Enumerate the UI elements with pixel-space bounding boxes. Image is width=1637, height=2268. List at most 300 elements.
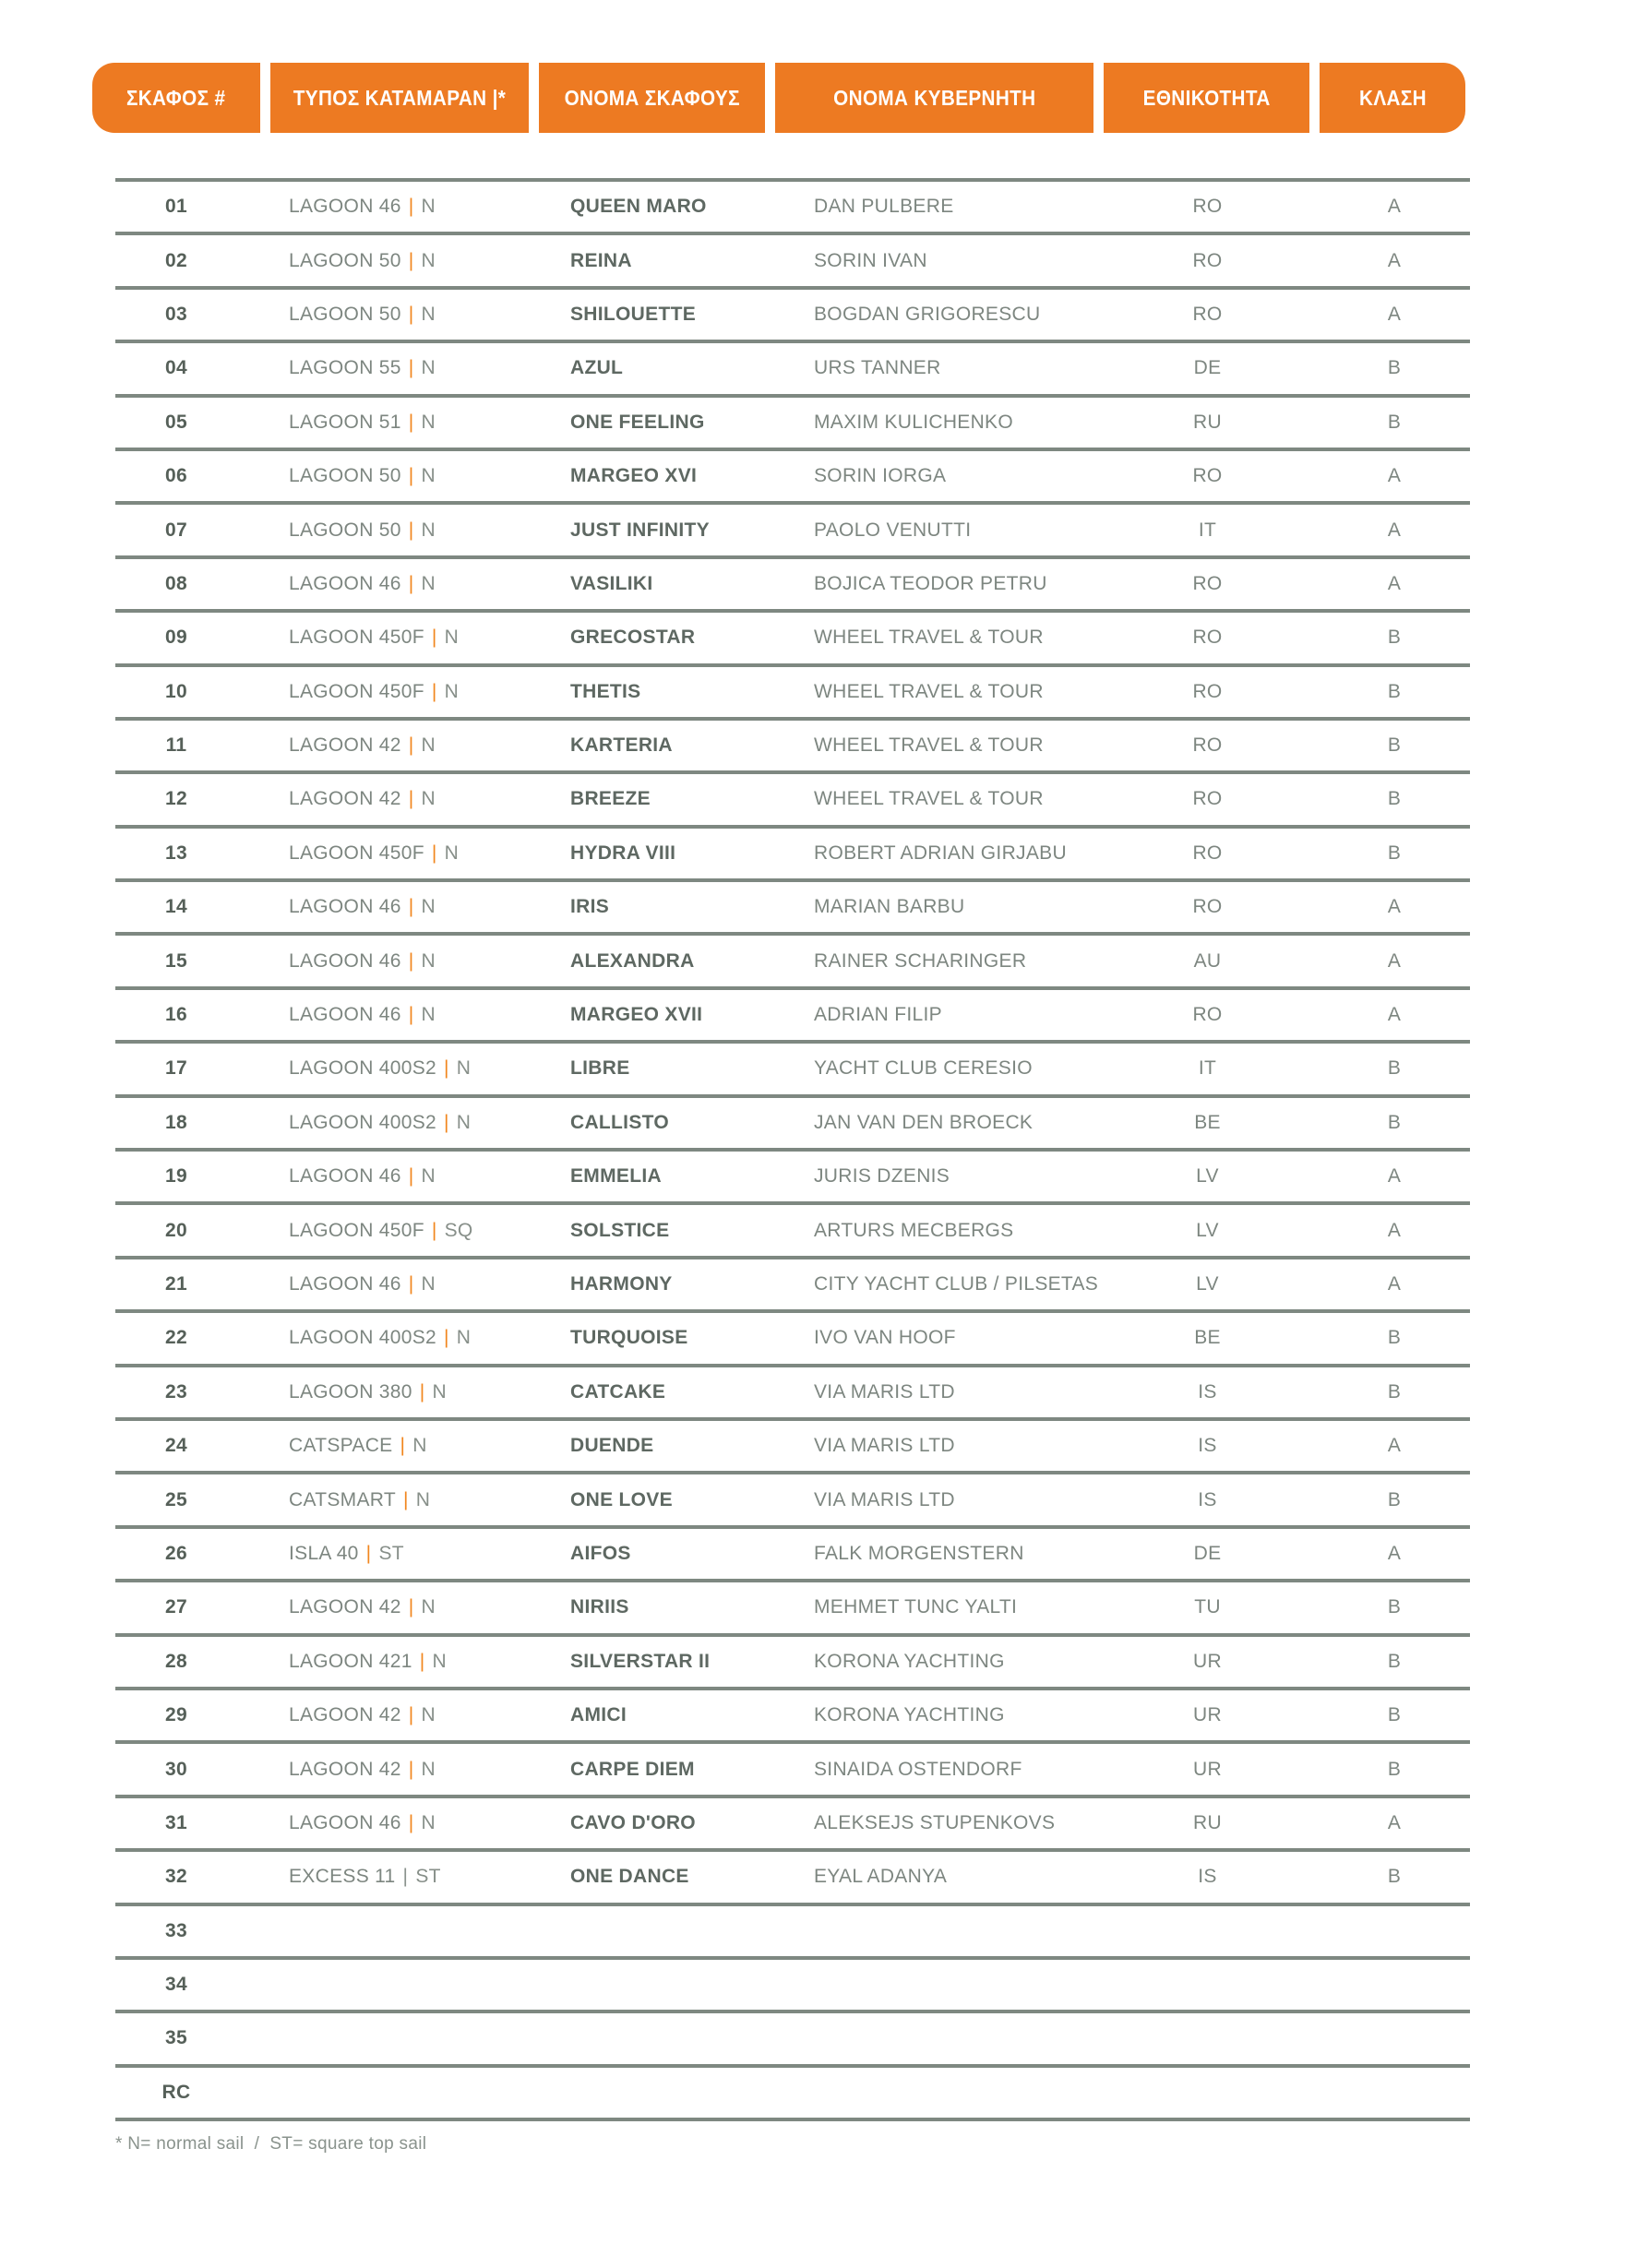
header-cell-class	[1320, 63, 1465, 133]
sail-type: N	[421, 1704, 436, 1726]
boat-number-cell: 23	[165, 1380, 187, 1403]
boat-name-cell: HYDRA VIII	[570, 842, 676, 864]
type-separator: |	[408, 572, 414, 594]
nationality-cell: IS	[1198, 1435, 1217, 1457]
class-cell: A	[1387, 1004, 1402, 1026]
catamaran-type-cell	[289, 681, 570, 703]
captain-name-cell: SORIN IVAN	[814, 249, 927, 271]
class-cell: B	[1387, 1704, 1402, 1726]
sail-type: N	[421, 1273, 436, 1295]
catamaran-type-cell	[289, 950, 570, 973]
type-name: LAGOON 42	[289, 1704, 401, 1726]
nationality-cell: IT	[1198, 1057, 1217, 1080]
boat-name-cell: NIRIIS	[570, 1596, 629, 1618]
class-cell: A	[1387, 896, 1402, 918]
sail-type: N	[421, 196, 436, 218]
captain-name-cell: FALK MORGENSTERN	[814, 1542, 1024, 1564]
boat-name-cell: THETIS	[570, 680, 641, 702]
header-cell-catamaran-type	[270, 63, 529, 133]
nationality-cell: UR	[1193, 1704, 1222, 1726]
nationality-cell: RO	[1192, 196, 1223, 218]
sail-type: N	[421, 572, 436, 594]
type-name: LAGOON 450F	[289, 680, 424, 702]
sail-type: N	[421, 519, 436, 541]
type-separator: |	[444, 1111, 449, 1133]
boat-number-cell: 20	[165, 1219, 187, 1241]
catamaran-type-cell	[289, 1112, 570, 1134]
table-row	[115, 2010, 1470, 2063]
type-separator: |	[419, 1650, 425, 1672]
catamaran-type-cell	[289, 250, 570, 272]
captain-name-cell: SINAIDA OSTENDORF	[814, 1758, 1022, 1780]
boat-name-cell: REINA	[570, 249, 632, 271]
captain-name-cell: BOJICA TEODOR PETRU	[814, 572, 1047, 594]
captain-name-cell: URS TANNER	[814, 357, 941, 379]
catamaran-type-cell	[289, 1004, 570, 1026]
sail-type: N	[421, 1811, 436, 1833]
boat-number-cell: 33	[165, 1919, 187, 1941]
captain-name-cell: ARTURS MECBERGS	[814, 1219, 1014, 1241]
sail-type: ST	[415, 1866, 441, 1888]
boat-number-cell: 31	[165, 1811, 187, 1833]
boat-number-cell: 19	[165, 1165, 187, 1188]
table-row	[115, 394, 1470, 448]
table-row	[115, 932, 1470, 985]
class-cell: A	[1387, 1542, 1402, 1564]
class-cell: B	[1387, 627, 1402, 649]
captain-name-cell: EYAL ADANYA	[814, 1866, 948, 1888]
table-row	[115, 1579, 1470, 1632]
type-name: LAGOON 400S2	[289, 1327, 437, 1349]
sail-type: N	[415, 1488, 431, 1510]
nationality-cell: IT	[1198, 519, 1217, 541]
class-cell: A	[1387, 465, 1402, 487]
type-separator: |	[408, 1273, 414, 1295]
boat-number-cell: 01	[165, 196, 187, 218]
boat-name-cell: CARPE DIEM	[570, 1758, 695, 1780]
table-row	[115, 1201, 1470, 1255]
type-separator: |	[408, 1758, 414, 1780]
type-name: LAGOON 42	[289, 1596, 401, 1618]
captain-name-cell: WHEEL TRAVEL & TOUR	[814, 680, 1044, 702]
type-separator: |	[444, 1327, 449, 1349]
type-name: LAGOON 50	[289, 249, 401, 271]
type-name: LAGOON 46	[289, 1273, 401, 1295]
sail-type: N	[421, 1758, 436, 1780]
sail-type: N	[456, 1057, 472, 1080]
catamaran-type-cell	[289, 1651, 570, 1673]
table-row	[115, 663, 1470, 717]
sail-type: N	[421, 896, 436, 918]
captain-name-cell: WHEEL TRAVEL & TOUR	[814, 788, 1044, 810]
boat-number-cell: 06	[165, 465, 187, 487]
type-separator: |	[408, 896, 414, 918]
table-row	[115, 1094, 1470, 1148]
class-cell: A	[1387, 949, 1402, 972]
captain-name-cell: BOGDAN GRIGORESCU	[814, 303, 1041, 325]
nationality-cell: RU	[1193, 1811, 1222, 1833]
captain-name-cell: WHEEL TRAVEL & TOUR	[814, 627, 1044, 649]
boat-number-cell: 14	[165, 896, 187, 918]
boat-name-cell: DUENDE	[570, 1435, 654, 1457]
nationality-cell: RO	[1192, 842, 1223, 864]
type-separator: |	[431, 1219, 437, 1241]
class-cell: B	[1387, 680, 1402, 702]
sail-legend-footnote: * N= normal sail / ST= square top sail	[115, 2134, 427, 2155]
table-body	[115, 178, 1470, 2121]
type-separator: |	[402, 1866, 409, 1888]
nationality-cell: RO	[1192, 1004, 1223, 1026]
boat-name-cell: ONE FEELING	[570, 411, 705, 433]
type-separator: |	[419, 1380, 425, 1403]
boat-name-cell: IRIS	[570, 896, 610, 918]
sail-type: N	[456, 1327, 472, 1349]
type-name: LAGOON 42	[289, 734, 401, 757]
captain-name-cell: ALEKSEJS STUPENKOVS	[814, 1811, 1056, 1833]
table-row	[115, 1525, 1470, 1579]
table-row	[115, 1309, 1470, 1363]
table-row	[115, 878, 1470, 932]
catamaran-type-cell	[289, 1165, 570, 1188]
type-separator: |	[431, 627, 437, 649]
sail-type: N	[412, 1435, 427, 1457]
boat-name-cell: CAVO D'ORO	[570, 1811, 696, 1833]
class-cell: B	[1387, 1596, 1402, 1618]
catamaran-type-cell	[289, 734, 570, 757]
type-separator: |	[408, 1004, 414, 1026]
boat-number-cell: 16	[165, 1004, 187, 1026]
boat-number-cell: RC	[161, 2081, 191, 2103]
captain-name-cell: KORONA YACHTING	[814, 1650, 1005, 1672]
catamaran-type-cell	[289, 573, 570, 595]
sail-type: N	[432, 1380, 447, 1403]
boat-number-cell: 24	[165, 1435, 187, 1457]
type-name: LAGOON 50	[289, 303, 401, 325]
nationality-cell: RO	[1192, 896, 1223, 918]
boat-name-cell: AZUL	[570, 357, 624, 379]
type-name: LAGOON 380	[289, 1380, 412, 1403]
boat-name-cell: AIFOS	[570, 1542, 631, 1564]
captain-name-cell: PAOLO VENUTTI	[814, 519, 972, 541]
table-row	[115, 1417, 1470, 1471]
catamaran-type-cell	[289, 896, 570, 918]
boat-name-cell: SILVERSTAR II	[570, 1650, 711, 1672]
sail-type: N	[421, 1165, 436, 1188]
sail-type: N	[421, 734, 436, 757]
boat-number-cell: 17	[165, 1057, 187, 1080]
header-label-class: ΚΛΑΣΗ	[1358, 85, 1427, 110]
captain-name-cell: VIA MARIS LTD	[814, 1380, 955, 1403]
captain-name-cell: MEHMET TUNC YALTI	[814, 1596, 1018, 1618]
boat-name-cell: VASILIKI	[570, 572, 653, 594]
class-cell: B	[1387, 842, 1402, 864]
boat-number-cell: 04	[165, 357, 187, 379]
sail-type: N	[421, 357, 436, 379]
header-label-boat-name: ΟΝΟΜΑ ΣΚΑΦΟΥΣ	[564, 85, 740, 110]
type-separator: |	[431, 680, 437, 702]
header-cell-boat-name	[539, 63, 765, 133]
class-cell: A	[1387, 572, 1402, 594]
type-separator: |	[408, 949, 414, 972]
type-name: CATSPACE	[289, 1435, 393, 1457]
catamaran-type-cell	[289, 412, 570, 434]
boat-number-cell: 11	[165, 734, 187, 757]
boat-number-cell: 12	[165, 788, 187, 810]
type-separator: |	[408, 411, 414, 433]
catamaran-type-cell	[289, 1704, 570, 1726]
nationality-cell: IS	[1198, 1866, 1217, 1888]
type-name: LAGOON 400S2	[289, 1057, 437, 1080]
sail-type: N	[421, 949, 436, 972]
nationality-cell: RO	[1192, 303, 1223, 325]
class-cell: A	[1387, 1811, 1402, 1833]
boat-number-cell: 32	[165, 1866, 187, 1888]
table-row	[115, 770, 1470, 824]
type-separator: |	[408, 788, 414, 810]
boat-number-cell: 13	[165, 842, 187, 864]
nationality-cell: IS	[1198, 1380, 1217, 1403]
nationality-cell: RO	[1192, 680, 1223, 702]
type-separator: |	[408, 1811, 414, 1833]
catamaran-type-cell	[289, 1812, 570, 1834]
type-name: LAGOON 51	[289, 411, 401, 433]
type-name: LAGOON 46	[289, 1811, 401, 1833]
catamaran-type-cell	[289, 519, 570, 542]
class-cell: B	[1387, 1488, 1402, 1510]
table-row	[115, 1687, 1470, 1740]
table-row	[115, 1256, 1470, 1309]
nationality-cell: UR	[1193, 1758, 1222, 1780]
sail-type: N	[421, 788, 436, 810]
type-separator: |	[408, 249, 414, 271]
sail-type: N	[421, 303, 436, 325]
captain-name-cell: CITY YACHT CLUB / PILSETAS	[814, 1273, 1099, 1295]
captain-name-cell: KORONA YACHTING	[814, 1704, 1005, 1726]
nationality-cell: BE	[1194, 1111, 1221, 1133]
captain-name-cell: JAN VAN DEN BROECK	[814, 1111, 1034, 1133]
catamaran-type-cell	[289, 1381, 570, 1403]
boat-name-cell: LIBRE	[570, 1057, 630, 1080]
type-separator: |	[444, 1057, 449, 1080]
type-name: LAGOON 55	[289, 357, 401, 379]
captain-name-cell: MARIAN BARBU	[814, 896, 965, 918]
captain-name-cell: VIA MARIS LTD	[814, 1435, 955, 1457]
sail-type: N	[456, 1111, 472, 1133]
table-row	[115, 609, 1470, 662]
class-cell: B	[1387, 788, 1402, 810]
boat-number-cell: 08	[165, 572, 187, 594]
boat-name-cell: MARGEO XVII	[570, 1004, 703, 1026]
boat-number-cell: 15	[165, 949, 187, 972]
type-separator: |	[402, 1488, 409, 1510]
table-row	[115, 1633, 1470, 1687]
table-row	[115, 286, 1470, 340]
catamaran-type-cell	[289, 842, 570, 865]
type-separator: |	[408, 734, 414, 757]
type-name: LAGOON 42	[289, 788, 401, 810]
sail-type: N	[421, 1596, 436, 1618]
type-separator: |	[431, 842, 437, 864]
nationality-cell: RO	[1192, 249, 1223, 271]
class-cell: A	[1387, 1219, 1402, 1241]
class-cell: A	[1387, 519, 1402, 541]
boat-name-cell: HARMONY	[570, 1273, 673, 1295]
table-row	[115, 501, 1470, 555]
table-row	[115, 340, 1470, 393]
boat-name-cell: ONE LOVE	[570, 1488, 673, 1510]
table-header-row	[92, 63, 1465, 133]
nationality-cell: LV	[1196, 1165, 1219, 1188]
boat-name-cell: KARTERIA	[570, 734, 673, 757]
nationality-cell: RO	[1192, 572, 1223, 594]
table-row	[115, 717, 1470, 770]
type-separator: |	[408, 1596, 414, 1618]
captain-name-cell: ADRIAN FILIP	[814, 1004, 942, 1026]
captain-name-cell: SORIN IORGA	[814, 465, 947, 487]
type-name: LAGOON 46	[289, 196, 401, 218]
sail-type: N	[432, 1650, 447, 1672]
class-cell: B	[1387, 357, 1402, 379]
catamaran-type-cell	[289, 788, 570, 810]
type-name: LAGOON 46	[289, 572, 401, 594]
boat-number-cell: 02	[165, 249, 187, 271]
catamaran-type-cell	[289, 1220, 570, 1242]
catamaran-type-cell	[289, 1435, 570, 1457]
class-cell: A	[1387, 1273, 1402, 1295]
boat-number-cell: 03	[165, 303, 187, 325]
table-row	[115, 1903, 1470, 1956]
type-separator: |	[408, 465, 414, 487]
captain-name-cell: VIA MARIS LTD	[814, 1488, 955, 1510]
table-row	[115, 1848, 1470, 1902]
nationality-cell: LV	[1196, 1219, 1219, 1241]
captain-name-cell: RAINER SCHARINGER	[814, 949, 1027, 972]
class-cell: B	[1387, 1758, 1402, 1780]
boat-number-cell: 27	[165, 1596, 187, 1618]
class-cell: B	[1387, 1057, 1402, 1080]
table-row	[115, 1040, 1470, 1093]
boat-name-cell: GRECOSTAR	[570, 627, 696, 649]
captain-name-cell: DAN PULBERE	[814, 196, 954, 218]
catamaran-type-cell	[289, 1543, 570, 1565]
boat-name-cell: SHILOUETTE	[570, 303, 697, 325]
table-row	[115, 178, 1470, 232]
boat-name-cell: AMICI	[570, 1704, 627, 1726]
boat-number-cell: 21	[165, 1273, 187, 1295]
boat-number-cell: 05	[165, 411, 187, 433]
table-row	[115, 986, 1470, 1040]
catamaran-type-cell	[289, 627, 570, 649]
boat-name-cell: JUST INFINITY	[570, 519, 710, 541]
boat-name-cell: CATCAKE	[570, 1380, 666, 1403]
type-separator: |	[408, 519, 414, 541]
catamaran-type-cell	[289, 1866, 570, 1888]
table-row	[115, 448, 1470, 501]
type-name: LAGOON 421	[289, 1650, 412, 1672]
table-row	[115, 1956, 1470, 2010]
class-cell: B	[1387, 411, 1402, 433]
boat-number-cell: 28	[165, 1650, 187, 1672]
nationality-cell: IS	[1198, 1488, 1217, 1510]
catamaran-type-cell	[289, 1489, 570, 1511]
sail-type: N	[421, 1004, 436, 1026]
type-name: ISLA 40	[289, 1542, 359, 1564]
catamaran-type-cell	[289, 1596, 570, 1618]
boat-name-cell: CALLISTO	[570, 1111, 670, 1133]
sail-type: N	[444, 680, 460, 702]
class-cell: B	[1387, 1650, 1402, 1672]
boat-name-cell: ONE DANCE	[570, 1866, 689, 1888]
boat-number-cell: 18	[165, 1111, 187, 1133]
type-name: LAGOON 42	[289, 1758, 401, 1780]
type-name: LAGOON 46	[289, 896, 401, 918]
captain-name-cell: JURIS DZENIS	[814, 1165, 950, 1188]
class-cell: B	[1387, 1380, 1402, 1403]
class-cell: B	[1387, 734, 1402, 757]
type-name: LAGOON 450F	[289, 1219, 424, 1241]
catamaran-type-cell	[289, 357, 570, 379]
class-cell: A	[1387, 1435, 1402, 1457]
type-separator: |	[408, 357, 414, 379]
boat-number-cell: 35	[165, 2027, 187, 2049]
table-row	[115, 1364, 1470, 1417]
boat-number-cell: 09	[165, 627, 187, 649]
table-row	[115, 825, 1470, 878]
captain-name-cell: MAXIM KULICHENKO	[814, 411, 1013, 433]
type-name: LAGOON 46	[289, 949, 401, 972]
boat-number-cell: 30	[165, 1758, 187, 1780]
catamaran-type-cell	[289, 1327, 570, 1349]
nationality-cell: BE	[1194, 1327, 1221, 1349]
header-label-boat-number: ΣΚΑΦΟΣ #	[126, 85, 226, 110]
boat-number-cell: 29	[165, 1704, 187, 1726]
header-label-captain-name: ΟΝΟΜΑ ΚΥΒΕΡΝΗΤΗ	[832, 85, 1036, 110]
table-row	[115, 1795, 1470, 1848]
nationality-cell: TU	[1194, 1596, 1221, 1618]
table-row	[115, 1148, 1470, 1201]
sail-type: SQ	[444, 1219, 473, 1241]
nationality-cell: UR	[1193, 1650, 1222, 1672]
header-cell-captain-name	[775, 63, 1093, 133]
boat-name-cell: EMMELIA	[570, 1165, 662, 1188]
class-cell: A	[1387, 196, 1402, 218]
boat-number-cell: 10	[165, 680, 187, 702]
boat-name-cell: QUEEN MARO	[570, 196, 707, 218]
nationality-cell: DE	[1193, 357, 1222, 379]
sail-type: N	[421, 465, 436, 487]
header-cell-nationality	[1104, 63, 1309, 133]
type-name: CATSMART	[289, 1488, 396, 1510]
class-cell: B	[1387, 1866, 1402, 1888]
captain-name-cell: ROBERT ADRIAN GIRJABU	[814, 842, 1067, 864]
boat-name-cell: MARGEO XVI	[570, 465, 698, 487]
captain-name-cell: IVO VAN HOOF	[814, 1327, 956, 1349]
boat-name-cell: BREEZE	[570, 788, 651, 810]
boat-name-cell: SOLSTICE	[570, 1219, 670, 1241]
sail-type: N	[421, 411, 436, 433]
class-cell: A	[1387, 303, 1402, 325]
table-row	[115, 555, 1470, 609]
type-separator: |	[408, 196, 414, 218]
boat-number-cell: 22	[165, 1327, 187, 1349]
class-cell: A	[1387, 1165, 1402, 1188]
type-separator: |	[408, 303, 414, 325]
sail-type: N	[444, 627, 460, 649]
type-name: EXCESS 11	[289, 1866, 396, 1888]
captain-name-cell: WHEEL TRAVEL & TOUR	[814, 734, 1044, 757]
catamaran-type-cell	[289, 1759, 570, 1781]
catamaran-type-cell	[289, 1273, 570, 1295]
